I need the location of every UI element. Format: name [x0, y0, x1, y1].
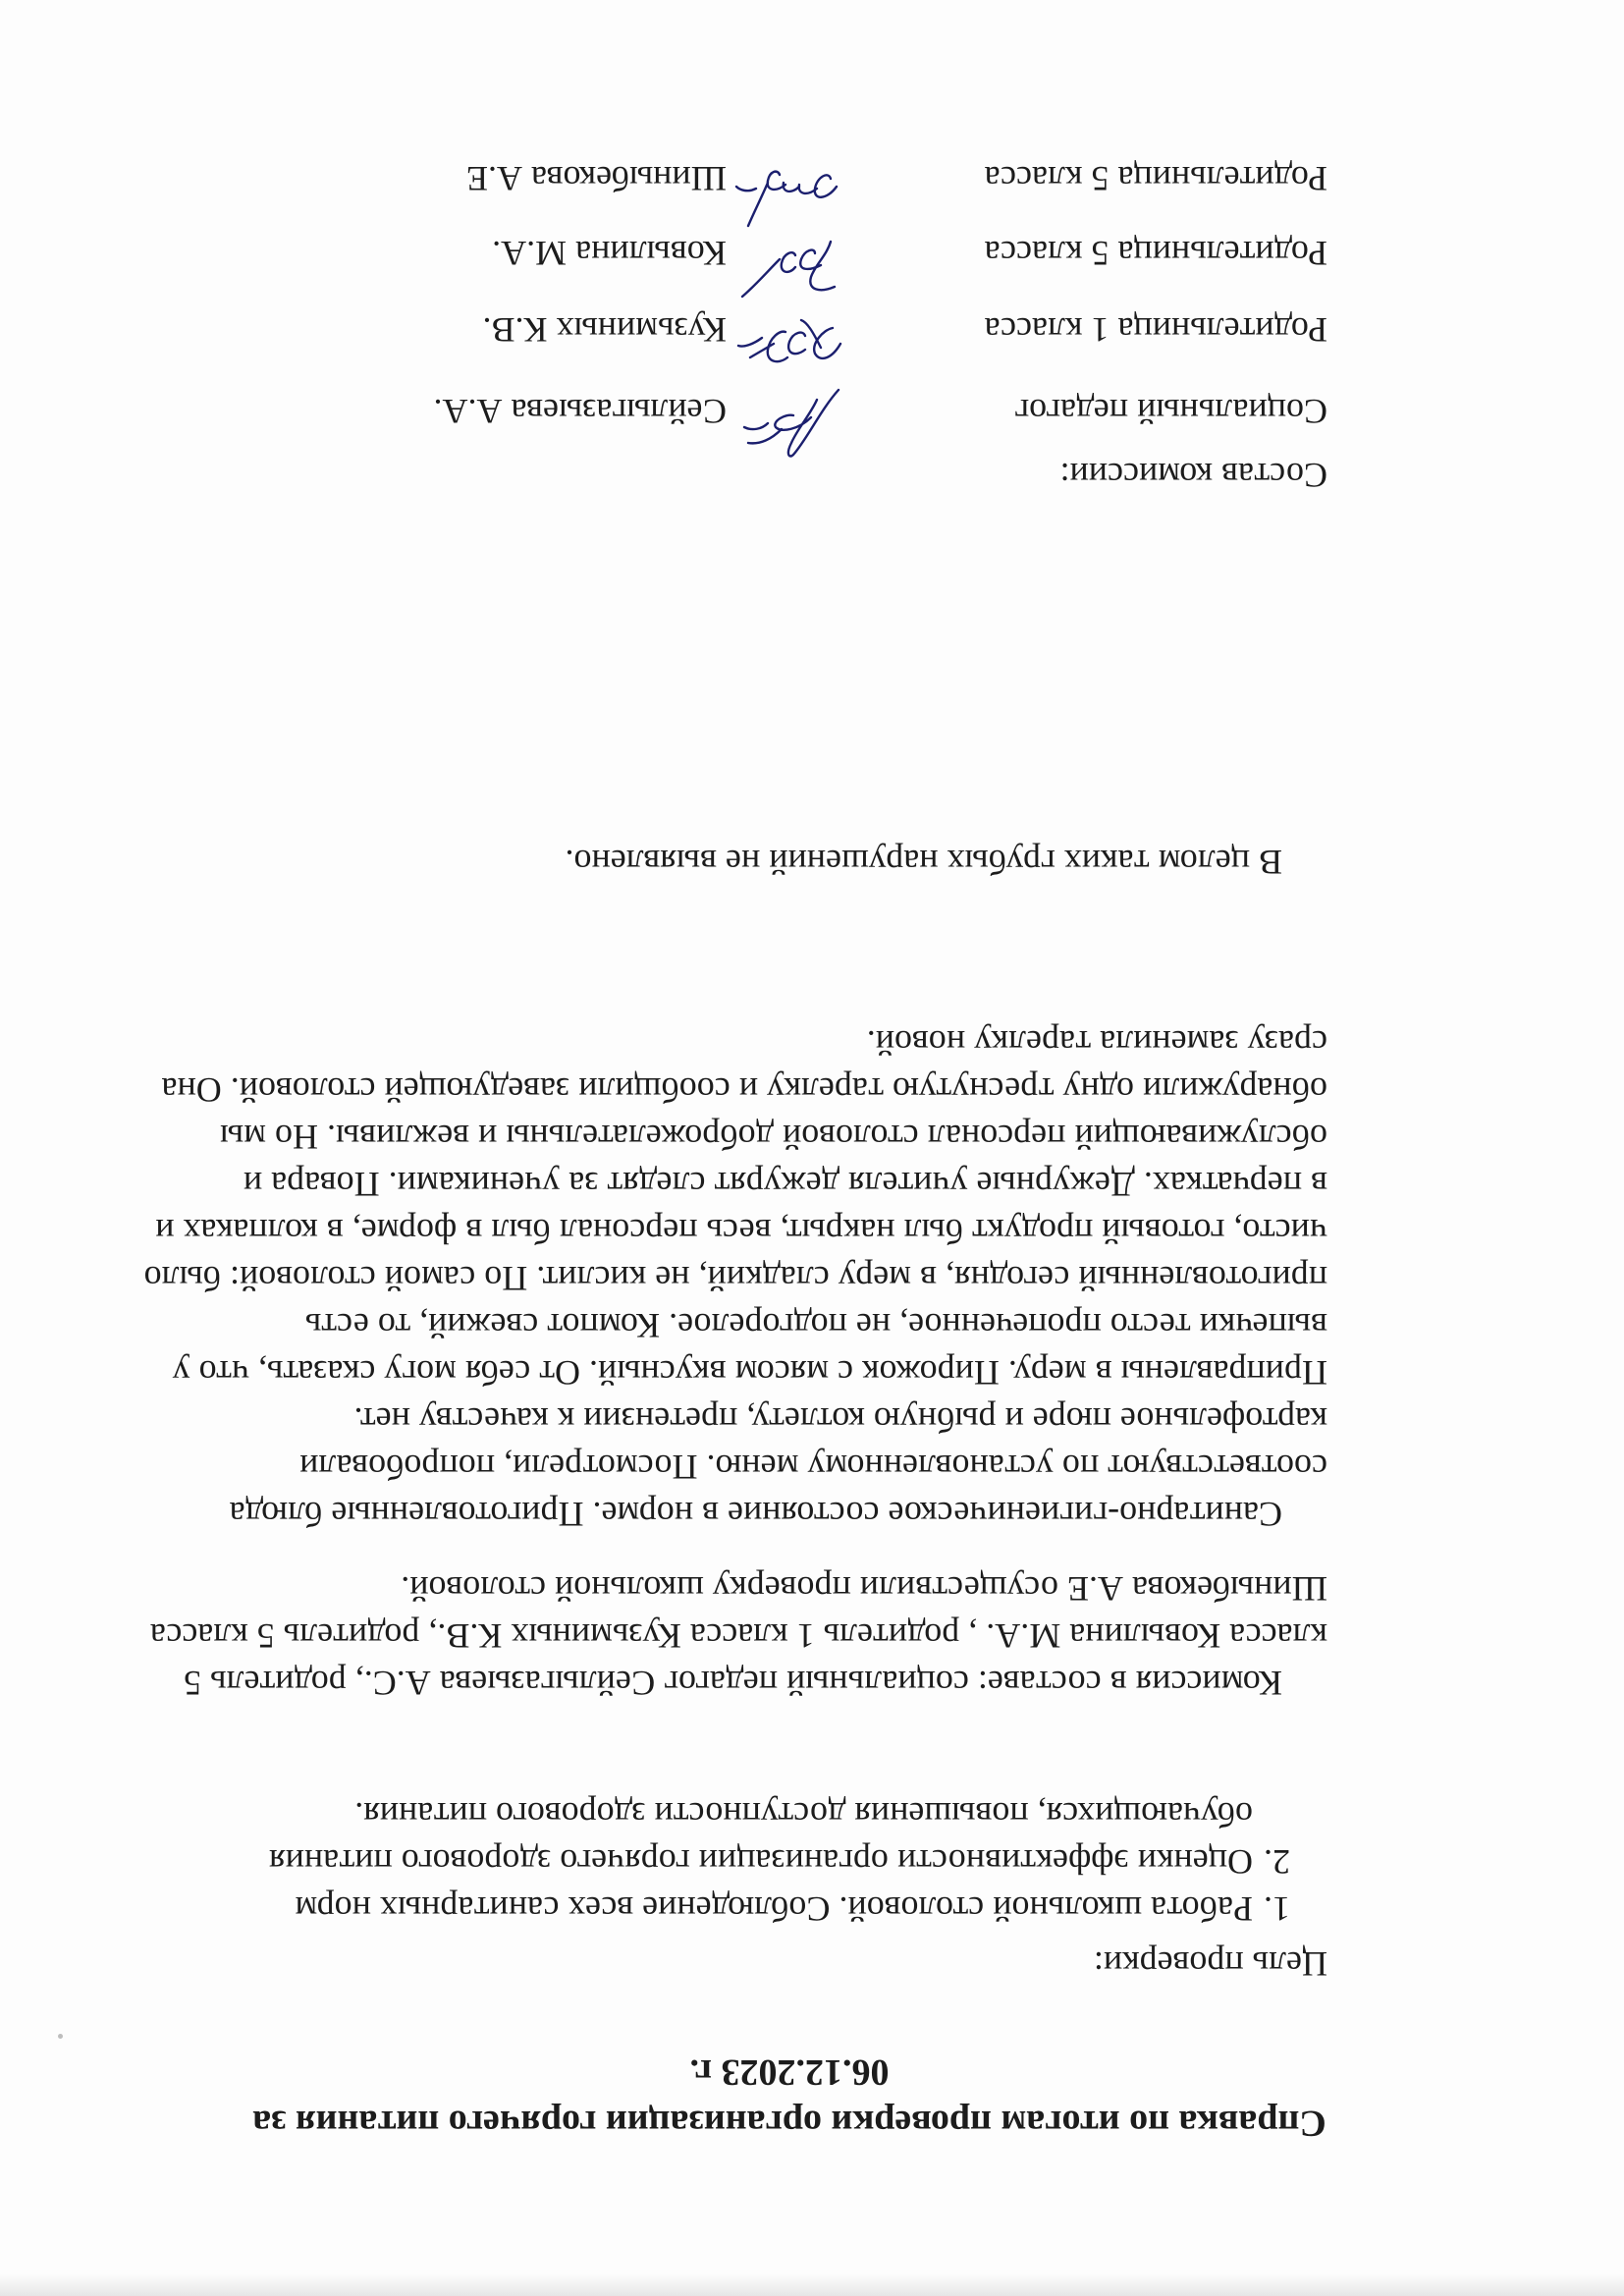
goal-heading: Цель проверки:: [1093, 1944, 1327, 1984]
signature-icon: [732, 378, 850, 468]
member-name: Сейлыгазыева А.А.: [433, 392, 727, 431]
scan-edge: [0, 2274, 1624, 2296]
member-row: [139, 230, 1327, 277]
goal-item: [139, 1791, 1290, 1886]
goal-item: [139, 1886, 1290, 1933]
member-role: Родительница 1 класса: [984, 310, 1327, 350]
goal-number: 1.: [1264, 1889, 1290, 1929]
member-row: [139, 306, 1327, 354]
member-role: Родительница 5 класса: [984, 159, 1327, 198]
document-title: Справка по итогам проверки организации горячего питания за 06.12.2023 г.: [252, 2051, 1326, 2144]
scan-speck: [58, 2034, 63, 2039]
signature-icon: [732, 145, 850, 236]
member-role: Социальный педагог: [1014, 392, 1327, 431]
conclusion-paragraph: В целом таких грубых нарушений не выявлено.: [565, 843, 1282, 882]
goal-number: 2.: [1264, 1842, 1290, 1882]
member-name: Ковылина М.А.: [492, 234, 727, 273]
member-name: Шиныбекова А.Е: [465, 159, 727, 198]
inspection-findings-paragraph: Санитарно-гигиеническое состояние в норме. Приготовленные блюда соответствуют по установленному меню. Посмотрели, попробовали картофельное пюре и рыбную котлету, претензии к качеству нет. Приправлены в меру. Пирожок с мясом вкусный. От себя могу сказать, что у выпечки тесто пропеченное, не подгорелое. Компот свежий, то есть приготовленный сегодня, в меру сладкий, не кислит. По самой столовой: было чисто, готовый продукт был накрыт, весь персонал был в форме, в колпаках и в перчатках. Дежурные учителя дежурят следят за учениками. Повара и обслуживающий персонал столовой доброжелательны и вежливы. Но мы обнаружили одну треснутую тарелку и сообщили заведующей столовой. Она сразу заменила тарелку новой.: [143, 1023, 1327, 1534]
goal-text: Оценки эффективности организации горячего здорового питания обучающихся, повышения доступности здорового питания.: [268, 1795, 1253, 1882]
member-row: [139, 388, 1327, 435]
member-role: Родительница 5 класса: [984, 234, 1327, 273]
goal-text: Работа школьной столовой. Соблюдение всех санитарных норм: [295, 1889, 1253, 1929]
member-name: Кузьминых К.В.: [482, 310, 727, 350]
goal-list: [139, 1791, 1290, 1933]
commission-paragraph: Комиссия в составе: социальный педагог Сейлыгазыева А.С., родитель 5 класса Ковылина М.А. , родитель 1 класса Кузьминых К.В., родитель 5 класса Шиныбекова А.Е осуществили проверку школьной столовой.: [149, 1569, 1327, 1703]
member-row: [139, 155, 1327, 202]
members-heading: Состав комиссии:: [1059, 456, 1327, 495]
